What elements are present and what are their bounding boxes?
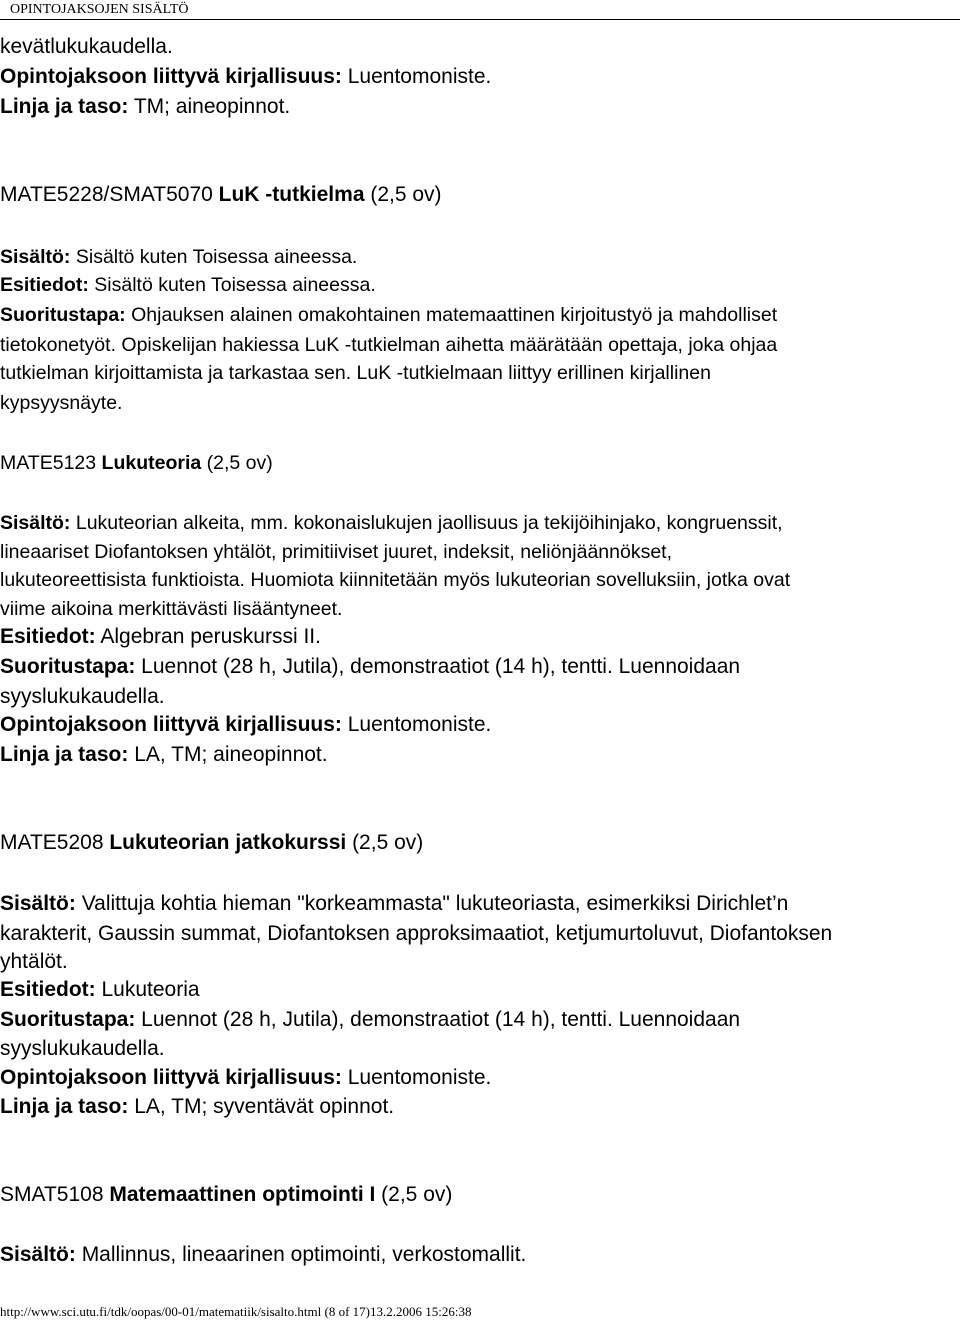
text-line: yhtälöt.	[0, 950, 68, 973]
text-line: kevätlukukaudella.	[0, 35, 173, 58]
course-heading: MATE5228/SMAT5070 LuK -tutkielma (2,5 ov)	[0, 183, 442, 206]
course-name: Matemaattinen optimointi I	[109, 1183, 376, 1206]
page-footer-url: http://www.sci.utu.fi/tdk/oopas/00-01/matematiik/sisalto.html (8 of 17)13.2.2006 15:26:38	[0, 1304, 472, 1319]
text-line: karakterit, Gaussin summat, Diofantoksen approksimaatiot, ketjumurtoluvut, Diofantoksen	[0, 922, 833, 945]
content-line: Sisältö: Sisältö kuten Toisessa aineessa.	[0, 246, 358, 268]
text-line: tietokonetyöt. Opiskelijan hakiessa LuK -tutkielman aihetta määrätään opettaja, joka ohjaa	[0, 334, 778, 356]
content-line: Sisältö: Mallinnus, lineaarinen optimointi, verkostomallit.	[0, 1243, 527, 1266]
course-name: Lukuteoria	[101, 452, 202, 474]
level-line: Linja ja taso: LA, TM; aineopinnot.	[0, 743, 328, 766]
text-line: tutkielman kirjoittamista ja tarkastaa sen. LuK -tutkielmaan liittyy erillinen kirjallinen	[0, 362, 711, 384]
content-line: Sisältö: Lukuteorian alkeita, mm. kokonaislukujen jaollisuus ja tekijöihinjako, kongruenssit,	[0, 512, 783, 534]
field-label: Linja ja taso:	[0, 95, 129, 118]
content-line: Sisältö: Valittuja kohtia hieman "korkeammasta" lukuteoriasta, esimerkiksi Dirichlet’n	[0, 892, 789, 915]
text-line: syyslukukaudella.	[0, 1037, 165, 1060]
prerequisites-line: Esitiedot: Lukuteoria	[0, 978, 200, 1001]
text-line: syyslukukaudella.	[0, 685, 165, 708]
text-line: lineaariset Diofantoksen yhtälöt, primitiiviset juuret, indeksit, neliönjäännökset,	[0, 541, 673, 563]
method-line: Suoritustapa: Ohjauksen alainen omakohtainen matemaattinen kirjoitustyö ja mahdolliset	[0, 304, 778, 326]
course-name: LuK -tutkielma	[218, 183, 365, 206]
literature-line: Opintojaksoon liittyvä kirjallisuus: Luentomoniste.	[0, 65, 492, 88]
prerequisites-line: Esitiedot: Algebran peruskurssi II.	[0, 625, 321, 648]
method-line: Suoritustapa: Luennot (28 h, Jutila), demonstraatiot (14 h), tentti. Luennoidaan	[0, 655, 741, 678]
text-line: lukuteoreettisista funktioista. Huomiota kiinnitetään myös lukuteorian sovelluksiin, jotka ovat	[0, 569, 791, 591]
field-label: Opintojaksoon liittyvä kirjallisuus:	[0, 65, 342, 88]
literature-line: Opintojaksoon liittyvä kirjallisuus: Luentomoniste.	[0, 713, 492, 736]
text-line: kypsyysnäyte.	[0, 392, 123, 414]
course-name: Lukuteorian jatkokurssi	[109, 831, 347, 854]
course-heading: MATE5123 Lukuteoria (2,5 ov)	[0, 452, 273, 474]
text-line: viime aikoina merkittävästi lisääntyneet.	[0, 598, 343, 620]
prerequisites-line: Esitiedot: Sisältö kuten Toisessa aineessa.	[0, 274, 376, 296]
literature-line: Opintojaksoon liittyvä kirjallisuus: Luentomoniste.	[0, 1066, 492, 1089]
course-heading: SMAT5108 Matemaattinen optimointi I (2,5 ov)	[0, 1183, 453, 1206]
course-heading: MATE5208 Lukuteorian jatkokurssi (2,5 ov)	[0, 831, 424, 854]
page-header: OPINTOJAKSOJEN SISÄLTÖ	[0, 0, 960, 20]
level-line: Linja ja taso: LA, TM; syventävät opinnot.	[0, 1095, 395, 1118]
method-line: Suoritustapa: Luennot (28 h, Jutila), demonstraatiot (14 h), tentti. Luennoidaan	[0, 1008, 741, 1031]
level-line: Linja ja taso: TM; aineopinnot.	[0, 95, 291, 118]
